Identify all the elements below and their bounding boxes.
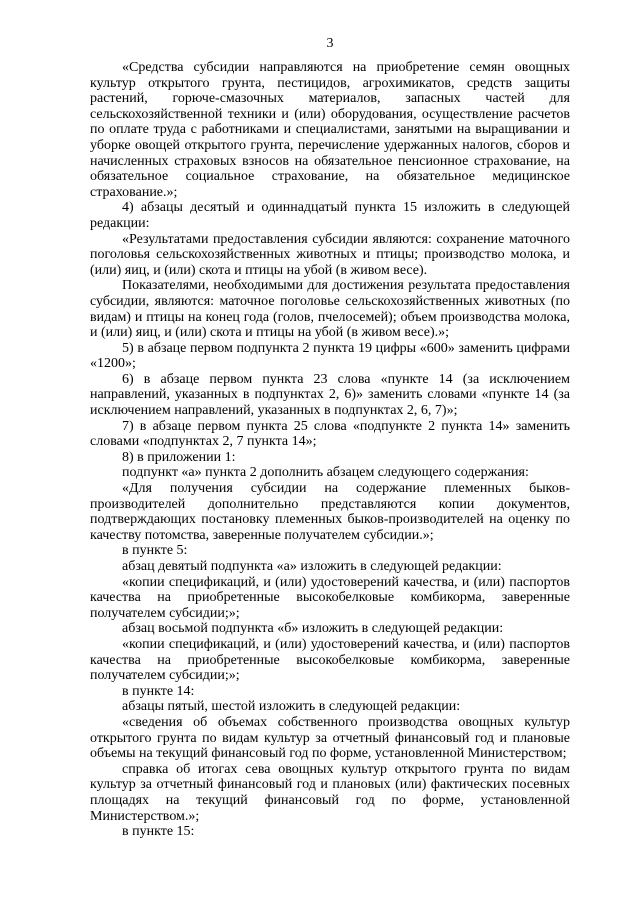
paragraph-specifications-1: «копии спецификаций, и (или) удостоверений качества, и (или) паспортов качества на приобретенные высокобелковые комбикорма, заверенные получателем субсидии;»;	[90, 574, 570, 621]
paragraph-item-6: 6) в абзаце первом пункта 23 слова «пункте 14 (за исключением направлений, указанных в подпунктах 2, 6)» заменить словами «пункте 14 (за исключением направлений, указанных в подпунктах 2, 6, 7)»;	[90, 371, 570, 419]
paragraph-eighth-b: абзац восьмой подпункта «б» изложить в следующей редакции:	[122, 621, 504, 637]
paragraph-item-5: 5) в абзаце первом подпункта 2 пункта 19 цифры «600» заменить цифрами «1200»;	[90, 340, 570, 372]
paragraph-sowing-certificate: справка об итогах сева овощных культур открытого грунта по видам культур за отчетный финансовый год и плановых (или) фактических посевных площадях на текущий финансовый год по форме, установленной Министерством.»;	[90, 761, 570, 824]
paragraph-funds-purpose: «Средства субсидии направляются на приобретение семян овощных культур открытого грунта, пестицидов, агрохимикатов, средств защиты растений, горюче-смазочных материалов, запасных частей для сельскохозяйственной техники и (или) оборудования, осуществление расчетов по оплате труда с работниками и специалистами, занятыми на выращивании и уборке овощей открытого грунта, перечисление удержанных налогов, сборов и начисленных страховых взносов на обязательное пенсионное страхование, на обязательное социальное страхование, на обязательное медицинское страхование.»;	[90, 60, 570, 200]
paragraph-ninth-a: абзац девятый подпункта «а» изложить в следующей редакции:	[122, 559, 502, 574]
paragraph-breeding-bulls: «Для получения субсидии на содержание племенных быков-производителей дополнительно представляются копии документов, подтверждающих постановку племенных быков-производителей на оценку по качеству потомства, заверенные получателем субсидии.»;	[90, 481, 570, 543]
paragraph-specifications-2: «копии спецификаций, и (или) удостоверений качества, и (или) паспортов качества на приобретенные высокобелковые комбикорма, заверенные получателем субсидии;»;	[90, 636, 570, 684]
paragraph-item-4: 4) абзацы десятый и одиннадцатый пункта 15 изложить в следующей редакции:	[90, 200, 570, 231]
paragraph-indicators: Показателями, необходимыми для достижения результата предоставления субсидии, являются: маточное поголовье сельскохозяйственных животных (по видам) и птицы на конец года (голов, пчелосемей); объем производства молока, и (или) яиц, и (или) скота и птицы на убой (в живом весе).»;	[90, 278, 570, 341]
paragraph-subitem-a: подпункт «а» пункта 2 дополнить абзацем следующего содержания:	[122, 465, 529, 481]
paragraph-item-8: 8) в приложении 1:	[122, 449, 236, 465]
page-number: 3	[326, 36, 334, 51]
paragraph-point-14: в пункте 14:	[122, 683, 195, 699]
paragraph-item-7: 7) в абзаце первом пункта 25 слова «подпункте 2 пункта 14» заменить словами «подпунктах 2, 7 пункта 14»;	[90, 418, 570, 450]
paragraph-point-15: в пункте 15:	[122, 824, 195, 840]
paragraph-production-info: «сведения об объемах собственного производства овощных культур открытого грунта по видам культур за отчетный финансовый год и плановые объемы на текущий финансовый год по форме, установленной Министерством;	[90, 714, 570, 762]
paragraph-fifth-sixth: абзацы пятый, шестой изложить в следующей редакции:	[122, 699, 461, 715]
paragraph-results: «Результатами предоставления субсидии являются: сохранение маточного поголовья сельскохозяйственных животных и птицы; производство молока, и (или) яиц, и (или) скота и птицы на убой (в живом весе).	[90, 231, 570, 278]
paragraph-point-5: в пункте 5:	[122, 543, 188, 559]
